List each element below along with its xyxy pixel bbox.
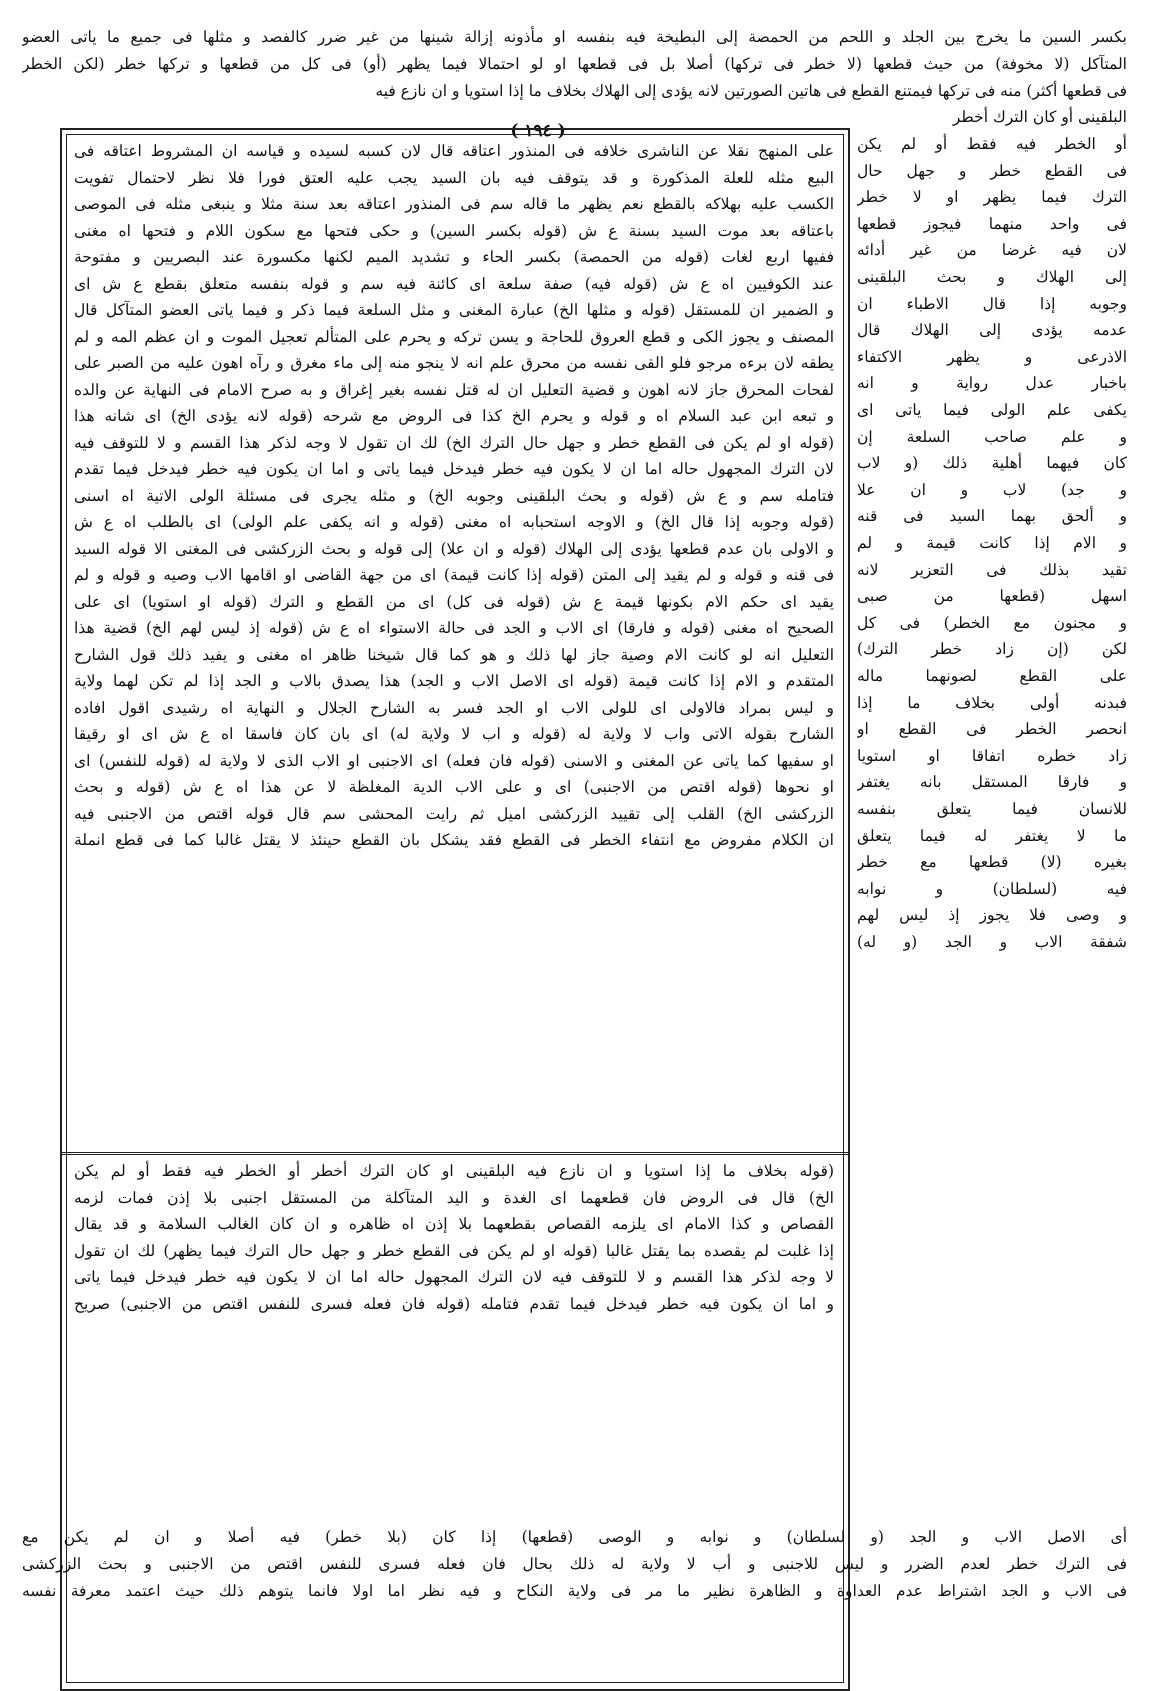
matn-side-line: وجوبه إذا قال الاطباء ان xyxy=(857,294,1127,313)
commentary-line: و الضمير ان للمستقل (قوله و مثلها الخ) عبارة المغنى و مثل السلعة فيما ذكر و فيما ياتى العضو المتآكل قال xyxy=(74,301,834,319)
commentary-line: و تبعه ابن عبد السلام اه و قوله و يحرم الخ كذا فى الروض مع شرحه (قوله لانه يؤدى الخ) اى شانه هذا xyxy=(74,407,834,425)
commentary-line: البيع مثله للعلة المذكورة و قد يتوقف فيه بان السيد يجب عليه العتق فورا فلا نظر لاحتمال تفويت xyxy=(74,168,834,187)
matn-side-line: عدمه يؤدى إلى الهلاك قال xyxy=(857,321,1127,340)
commentary-line: القصاص و كذا الامام اى يلزمه القصاص بقطعهما بلا إذن اه ظاهره و ان كان الغالب السلامة و قد يقال xyxy=(74,1215,834,1233)
commentary-separator xyxy=(62,1152,848,1155)
matn-side-line: و علم صاحب السلعة إن xyxy=(857,427,1127,446)
matn-side-line: و الام إذا كانت قيمة و لم xyxy=(857,534,1127,552)
matn-side-line: فى القطع خطر و جهل حال xyxy=(857,161,1127,180)
matn-side-line: لكن (إن زاد خطر الترك) xyxy=(857,640,1127,659)
matn-top-line-1: بكسر السين ما يخرج بين الجلد و اللحم من الحمصة إلى البطيخة فيه بنفسه او مأذونه إزالة شينها من غير ضرر كالفصد و مثلها فى جميع ما ياتى العضو xyxy=(22,28,1127,46)
commentary-line: و اما ان يكون فيه خطر فيدخل فيما تقدم فتامله (قوله فان فعله فسرى للنفس اقتص من الاجنبى) صريح xyxy=(74,1294,834,1313)
commentary-line: او سفيها كما ياتى عن المغنى و الاسنى (قوله فان فعله) اى الاجنبى او الاب الذى لا ولاية له (قوله للنفس) اى xyxy=(74,751,834,770)
matn-top-line-4: البلقينى أو كان الترك أخطر xyxy=(952,108,1127,126)
commentary-line: لفحات المحرق جاز لانه اهون و قضية التعليل ان له قتل نفسه بغير إغراق و به صرح الامام فى النهاية عن والده xyxy=(74,380,834,399)
matn-top-line-3: فى قطعها أكثر) منه فى تركها فيمتنع القطع فى هاتين الصورتين لانه يؤدى إلى الهلاك بخلاف ما إذا استويا و ان نازع فيه xyxy=(375,82,1127,100)
matn-side-line: و ألحق بهما السيد فى قنه xyxy=(857,507,1127,526)
matn-side-line: انحصر الخطر فى القطع او xyxy=(857,720,1127,739)
matn-side-line: و فارقا المستقل بانه يغتفر xyxy=(857,773,1127,792)
commentary-line: عند الكوفيين اه ع ش (قوله فيه) صفة سلعة اى كائنة فيه سم و قوله بنفسه متعلق بقطع ع ش اى xyxy=(74,274,834,293)
commentary-line: إذا غلبت لم يقصده بما يقتل غالبا (قوله او لم يكن فى القطع خطر و جهل حال الترك فيما يظهر) لك ان تقول xyxy=(74,1241,834,1260)
page-number: ( ١٩٤ ) xyxy=(510,121,566,141)
commentary-line: الخ) قال فى الروض فان قطعهما اى الغدة و اليد المتآكلة من المستقل اجنبى بلا إذن فمات لزمه xyxy=(74,1188,834,1207)
commentary-line: لان الترك المجهول حاله اما ان لا يكون فيه خطر فيدخل فيما ياتى و اما ان يكون فيه خطر فيدخل فيما تقدم xyxy=(74,460,834,478)
matn-side-line: أو الخطر فيه فقط أو لم يكن xyxy=(857,135,1127,153)
matn-side-line: إلى الهلاك و بحث البلقينى xyxy=(857,268,1127,286)
matn-side-line: و مجنون مع الخطر) فى كل xyxy=(857,613,1127,632)
commentary-line: (قوله بخلاف ما إذا استويا و ان نازع فيه البلقينى او كان الترك أخطر أو الخطر فيه فقط أو لم يكن xyxy=(74,1162,834,1180)
commentary-line: او نحوها (قوله اقتص من الاجنبى) اى و على الاب الدية المغلظة لا عن هذا اه ع ش (قوله و بحث xyxy=(74,778,834,796)
commentary-line: (قوله وجوبه إذا قال الخ) و الاوجه استحبابه اه مغنى (قوله و انه يكفى علم الولى) اى بالطلب اه ع ش xyxy=(74,513,834,531)
matn-side-line: باخبار عدل رواية و انه xyxy=(857,374,1127,393)
commentary-line: (قوله او لم يكن فى القطع خطر و جهل حال الترك الخ) لك ان تقول لا وجه لذكر هذا القسم و لا للتوقف فيه xyxy=(74,433,834,452)
commentary-line: الكسب عليه بهلاكه بالقطع نعم يظهر ما قاله سم فى المنذور اعتاقه بعد سنة مثلا و ينبغى مثله فى الموصى xyxy=(74,195,834,213)
matn-side-line: للانسان فيما يتعلق بنفسه xyxy=(857,800,1127,818)
commentary-line: المصنف و يجوز الكى و قطع العروق للحاجة و يسن تركه و يحرم على المتألم تعجيل الموت و ان عظم المه و لم xyxy=(74,327,834,346)
matn-side-line: فى واحد منهما فيجوز قطعها xyxy=(857,214,1127,233)
matn-side-line: يكفى علم الولى فيما ياتى اى xyxy=(857,401,1127,419)
matn-side-line: فبدنه أولى بخلاف ما إذا xyxy=(857,693,1127,712)
commentary-line: التعليل انه لو كانت الام وصية جاز لها ذلك و هو كما قال شيخنا ظاهر اه مغنى و يفيد ذلك قول الشارح xyxy=(74,645,834,664)
matn-side-line: كان فيهما أهلية ذلك (و لاب xyxy=(857,454,1127,473)
matn-side-line: ما لا يغتفر له فيما يتعلق xyxy=(857,826,1127,845)
matn-side-line: زاد خطره اتفاقا او استويا xyxy=(857,746,1127,765)
matn-bottom-line: أى الاصل الاب و الجد (و لسلطان) و نوابه و الوصى (قطعها) إذا كان (بلا خطر) فيه أصلا و ان لم يكن مع xyxy=(22,1528,1127,1546)
matn-side-line: الاذرعى و يظهر الاكتفاء xyxy=(857,347,1127,366)
commentary-line: لا وجه لذكر هذا القسم و لا للتوقف فيه لان الترك المجهول حاله اما ان لا يكون فيه خطر فيدخل فيما ياتى xyxy=(74,1268,834,1286)
matn-side-line: فيه (لسلطان) و نوابه xyxy=(857,879,1127,898)
commentary-line: على المنهج نقلا عن الناشرى خلافه فى المنذور اعتاقه قال لان كسبه لسيده و قياسه ان المشروط اعتاقه فى xyxy=(74,142,834,160)
commentary-line: الصحيح اه مغنى (قوله و فارقا) اى الاب و الجد فى حالة الاستواء اه ع ش (قوله إذ ليس لهم الخ) قضية هذا xyxy=(74,619,834,637)
commentary-line: يقيد اى حكم الام بكونها قيمة ع ش (قوله فى كل) اى من القطع و الترك (قوله او استويا) اى على xyxy=(74,592,834,611)
commentary-line: و ليس بمراد فالاولى اى للولى الاب او الجد فسر به الشارح الجلال و النهاية اه رشيدى اقول افاده xyxy=(74,698,834,717)
matn-bottom-line: فى الترك خطر لعدم الضرر و ليس للاجنبى و أب لا ولاية له ذلك بحال فان فعله فسرى للنفس اقتص من الاجنبى و بحث الزركشى xyxy=(22,1555,1127,1573)
commentary-line: باعتاقه بعد موت السيد بسنة ع ش (قوله بكسر السين) و حكى فتحها مع سكون اللام و فتحها اه مغنى xyxy=(74,221,834,240)
matn-side-line: تقيد بذلك فى التعزير لانه xyxy=(857,560,1127,579)
matn-bottom-line: فى الاب و الجد اشتراط عدم العداوة و الظاهرة نظير ما مر فى ولاية النكاح و فيه نظر اما اولا فانما يتوهم ذلك حيث اعتمد معرفة نفسه xyxy=(22,1582,1127,1600)
commentary-line: الشارح بقوله الاتى واب لا ولاية له (قوله و اب لا ولاية له) اى بان كان فاسقا اه ع ش اى او رقيقا xyxy=(74,725,834,743)
commentary-line: المتقدم و الام إذا كانت قيمة (قوله اى الاصل الاب و الجد) هذا يصدق بالاب و الجد إذا لم تكن لهما ولاية xyxy=(74,672,834,690)
matn-side-line: بغيره (لا) قطعها مع خطر xyxy=(857,853,1127,872)
commentary-line: و الاولى بان عدم قطعها يؤدى إلى الهلاك (قوله و ان علا) إلى قوله و بحث الزركشى فى المغنى الا قوله السيد xyxy=(74,539,834,558)
matn-side-line: على القطع لصونهما ماله xyxy=(857,667,1127,685)
matn-side-line: و وصى فلا يجوز إذ ليس لهم xyxy=(857,906,1127,925)
matn-side-line: و جد) لاب و ان علا xyxy=(857,480,1127,499)
commentary-line: فتامله سم و ع ش (قوله و بحث البلقينى وجوبه الخ) و مثله يجرى فى مسئلة الولى الاتية اه اسنى xyxy=(74,486,834,505)
matn-side-line: اسهل (قطعها من صبى xyxy=(857,587,1127,606)
matn-side-line: لان فيه غرضا من غير أدائه xyxy=(857,241,1127,260)
commentary-line: الزركشى الخ) القلب إلى تقييد الزركشى اميل ثم رايت المحشى سم قال قوله اقتص من الاجنبى فيه xyxy=(74,804,834,823)
matn-side-line: الترك فيما يظهر او لا خطر xyxy=(857,188,1127,207)
matn-top-line-2: المتآكل (لا مخوفة) من حيث قطعها (لا خطر فى تركها) أصلا بل فى قطعها او لو احتمالا فيما يظهر (أو) فى كل من قطعها و تركها خطر (لكن الخطر xyxy=(22,55,1127,73)
commentary-line: فى قنه و قوله و لم يقيد إلى المتن (قوله إذا كانت قيمة) اى من جهة القاضى او اقامها الاب وصيه و قوله و لم xyxy=(74,566,834,584)
commentary-line: ان الكلام مفروض مع انتفاء الخطر فى القطع فقد يشكل بان القطع حينئذ لا يقتل غالبا كما فى قطع انملة xyxy=(74,831,834,849)
commentary-line: ففيها اربع لغات (قوله من الحمصة) بكسر الحاء و تشديد الميم لكنها مكسورة عند البصريين و مفتوحة xyxy=(74,248,834,266)
commentary-line: يطقه لان برءه مرجو فلو القى نفسه من محرق علم انه لا ينجو منه إلى ماء مغرق و رآه اهون عليه من الصبر على xyxy=(74,354,834,372)
matn-side-line: شفقة الاب و الجد (و له) xyxy=(857,933,1127,951)
